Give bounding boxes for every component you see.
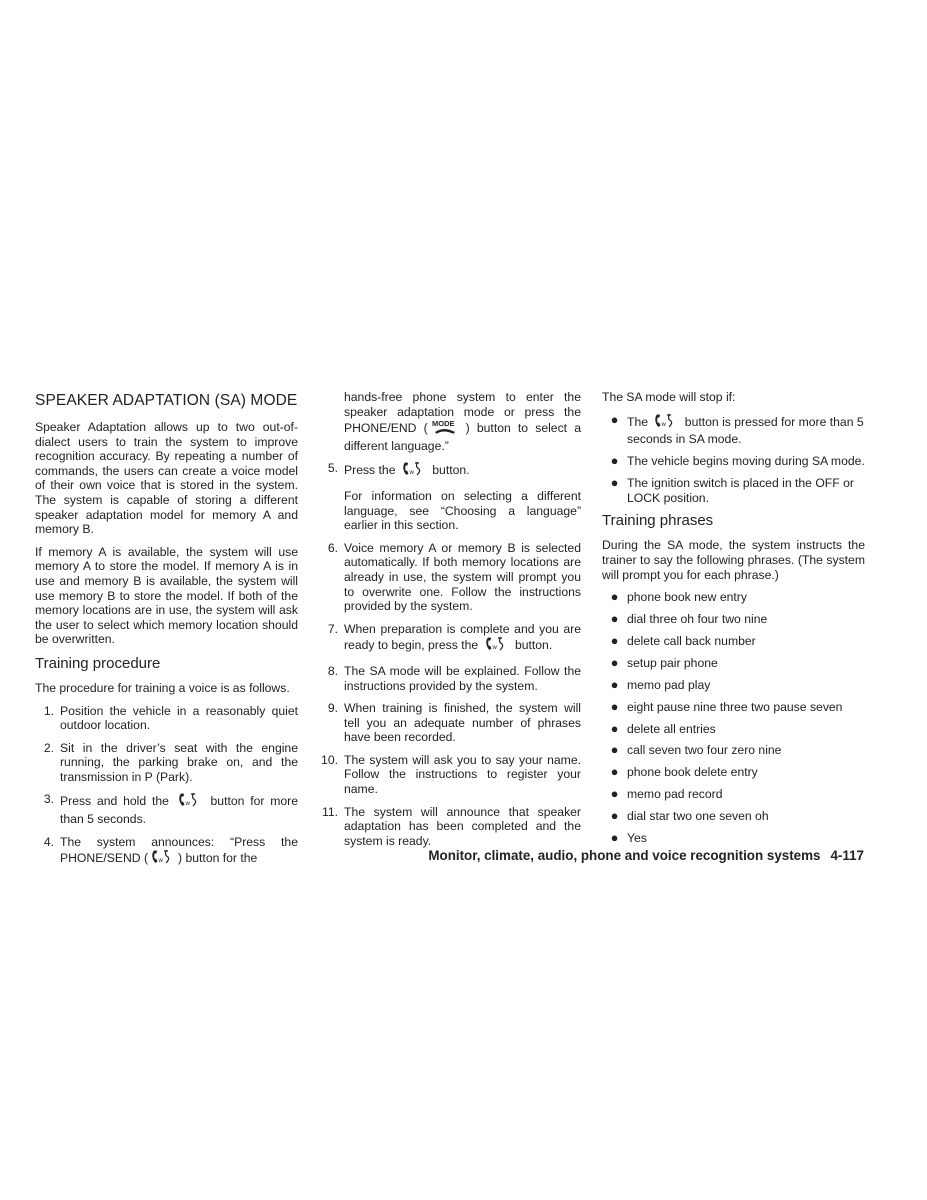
list-item — [602, 590, 865, 605]
phone-talk-icon — [653, 413, 679, 433]
phrase-text: call seven two four zero nine — [627, 743, 782, 758]
list-item — [319, 622, 581, 656]
step-number: 10. — [321, 752, 338, 767]
list-item-text: The ignition switch is placed in the OFF or LOCK position. — [627, 475, 854, 505]
list-item — [319, 805, 581, 849]
list-item — [319, 541, 581, 614]
step-number: 9. — [327, 701, 338, 716]
phrase-text: Yes — [627, 831, 647, 846]
bullet-icon: ● — [610, 764, 619, 780]
bullet-icon: ● — [610, 742, 619, 758]
phrase-text: dial star two one seven oh — [627, 809, 769, 824]
list-item — [602, 765, 865, 780]
list-item — [319, 701, 581, 745]
list-item — [602, 809, 865, 824]
list-item — [35, 704, 298, 733]
step-text — [344, 622, 581, 656]
phrase-text: phone book new entry — [627, 590, 747, 605]
subheading: Training procedure — [35, 654, 161, 672]
list-item-text-part: The — [627, 414, 649, 429]
procedure-list-continued — [319, 390, 581, 848]
phrase-text: memo pad play — [627, 677, 711, 692]
phrase-text: phone book delete entry — [627, 765, 758, 780]
step-number: 1. — [43, 703, 54, 718]
phrase-text: eight pause nine three two pause seven — [627, 699, 843, 714]
phrase-text: dial three oh four two nine — [627, 612, 768, 627]
list-item-text: The vehicle begins moving during SA mode. — [627, 454, 865, 469]
step-number: 7. — [327, 621, 338, 636]
list-item — [602, 476, 865, 505]
step-text-part: hands-free phone system to enter the speaker adaptation mode or press the PHONE/END ( — [344, 390, 581, 436]
step-text-part: The system announces: “Press the PHONE/SEND ( — [60, 834, 298, 866]
paragraph: The procedure for training a voice is as follows. — [35, 680, 290, 695]
list-item — [602, 678, 865, 693]
bullet-icon: ● — [610, 411, 619, 427]
step-note: For information on selecting a different language, see “Choosing a language” earlier in this section. — [344, 488, 581, 533]
procedure-list — [35, 704, 298, 869]
phone-talk-icon — [177, 792, 203, 812]
bullet-icon: ● — [610, 633, 619, 649]
bullet-icon: ● — [610, 720, 619, 736]
paragraph: If memory A is available, the system will use memory A to store the model. If memory A is in use and memory B is available, the system will use memory B to store the model. If both of the memory locations are in use, the system will ask the user to select which memory location should be overwritten. — [35, 544, 298, 647]
phrase-text: delete all entries — [627, 721, 716, 736]
step-text — [344, 461, 581, 481]
list-item — [35, 835, 298, 869]
step-number: 8. — [327, 663, 338, 678]
list-item — [602, 831, 865, 846]
list-item — [602, 722, 865, 737]
subheading: Training phrases — [602, 512, 714, 530]
phrase-list — [602, 590, 865, 845]
list-item — [319, 753, 581, 797]
step-text-part: When preparation is complete and you are ready to begin, press the — [344, 621, 581, 653]
phone-end-mode-icon — [430, 419, 464, 439]
mode-label: MODE — [431, 419, 455, 429]
step-number: 3. — [43, 792, 54, 807]
step-number: 4. — [43, 834, 54, 849]
list-item — [602, 413, 865, 447]
list-item — [602, 454, 865, 469]
paragraph: During the SA mode, the system instructs the trainer to say the following phrases. (The system will prompt you for each phrase.) — [602, 538, 865, 582]
list-item — [602, 612, 865, 627]
step-number: 11. — [321, 804, 338, 819]
column-1 — [35, 390, 298, 877]
page-number: 4-117 — [830, 848, 864, 863]
bullet-icon: ● — [610, 611, 619, 627]
bullet-icon: ● — [610, 830, 619, 846]
section-title: SPEAKER ADAPTATION (SA) MODE — [35, 392, 298, 409]
step-number: 2. — [43, 740, 54, 755]
list-item — [35, 741, 298, 785]
step-text — [60, 835, 298, 869]
list-item — [602, 787, 865, 802]
step-text-part: button for more than 5 seconds. — [60, 794, 298, 827]
phone-talk-icon — [150, 849, 176, 869]
list-item — [35, 792, 298, 826]
column-2 — [319, 390, 581, 856]
bullet-icon: ● — [610, 698, 619, 714]
step-text-part: button. — [514, 638, 553, 653]
step-text: Position the vehicle in a reasonably quiet outdoor location. — [60, 703, 298, 733]
svg-text:w: w — [158, 858, 163, 865]
step-text: The system will announce that speaker adaptation has been completed and the system is ready. — [344, 804, 581, 848]
paragraph: Speaker Adaptation allows up to two out-of-dialect users to train the system to improve recognition accuracy. By repeating a number of commands, the users can create a voice model of their own voice that is stored in the system. The system is capable of storing a different speaker adaptation model for memory A and memory B. — [35, 420, 298, 537]
step-text: The SA mode will be explained. Follow the instructions provided by the system. — [344, 663, 581, 693]
list-item — [602, 700, 865, 715]
phone-talk-icon — [484, 636, 510, 656]
bullet-icon: ● — [610, 589, 619, 605]
svg-text:w: w — [409, 470, 414, 477]
step-text — [344, 390, 581, 453]
phrase-text: delete call back number — [627, 634, 756, 649]
step-text: The system will ask you to say your name. Follow the instructions to register your name. — [344, 752, 581, 797]
bullet-icon: ● — [610, 474, 619, 490]
list-item — [602, 634, 865, 649]
step-text: Sit in the driver’s seat with the engine running, the parking brake on, and the transmission in P (Park). — [60, 740, 298, 784]
list-item-text — [627, 413, 865, 447]
bullet-icon: ● — [610, 676, 619, 692]
step-text-part: Press the — [344, 463, 396, 478]
footer-title: Monitor, climate, audio, phone and voice recognition systems — [428, 848, 821, 863]
svg-text:w: w — [661, 421, 667, 428]
list-item — [319, 390, 581, 453]
phrase-text: setup pair phone — [627, 655, 718, 670]
step-text-part: ) button for the — [178, 851, 258, 866]
step-number: 6. — [327, 540, 338, 555]
svg-text:w: w — [185, 801, 190, 808]
step-text: Voice memory A or memory B is selected automatically. If both memory locations are already in use, the system will prompt you to overwrite one. Follow the instructions provided by the system. — [344, 540, 581, 614]
step-text-part: button. — [432, 463, 470, 478]
list-item — [319, 664, 581, 693]
svg-text:w: w — [492, 645, 497, 652]
list-item — [602, 656, 865, 671]
bullet-icon: ● — [610, 786, 619, 802]
list-item-text-part: button is pressed for more than 5 seconds in SA mode. — [627, 414, 864, 447]
step-text — [60, 792, 298, 826]
stop-conditions-list — [602, 413, 865, 506]
phone-talk-icon — [401, 461, 427, 481]
paragraph: The SA mode will stop if: — [602, 390, 736, 404]
step-number: 5. — [327, 461, 338, 476]
step-text: When training is finished, the system will tell you an adequate number of phrases have been recorded. — [344, 701, 581, 745]
step-text-part: Press and hold the — [60, 794, 169, 809]
phrase-text: memo pad record — [627, 787, 723, 802]
step-text-part: ) button to select a different language.” — [344, 421, 581, 453]
column-3 — [602, 390, 865, 853]
list-item — [602, 743, 865, 758]
bullet-icon: ● — [610, 654, 619, 670]
page-footer — [428, 848, 864, 863]
bullet-icon: ● — [610, 453, 619, 469]
bullet-icon: ● — [610, 808, 619, 824]
list-item — [319, 461, 581, 481]
